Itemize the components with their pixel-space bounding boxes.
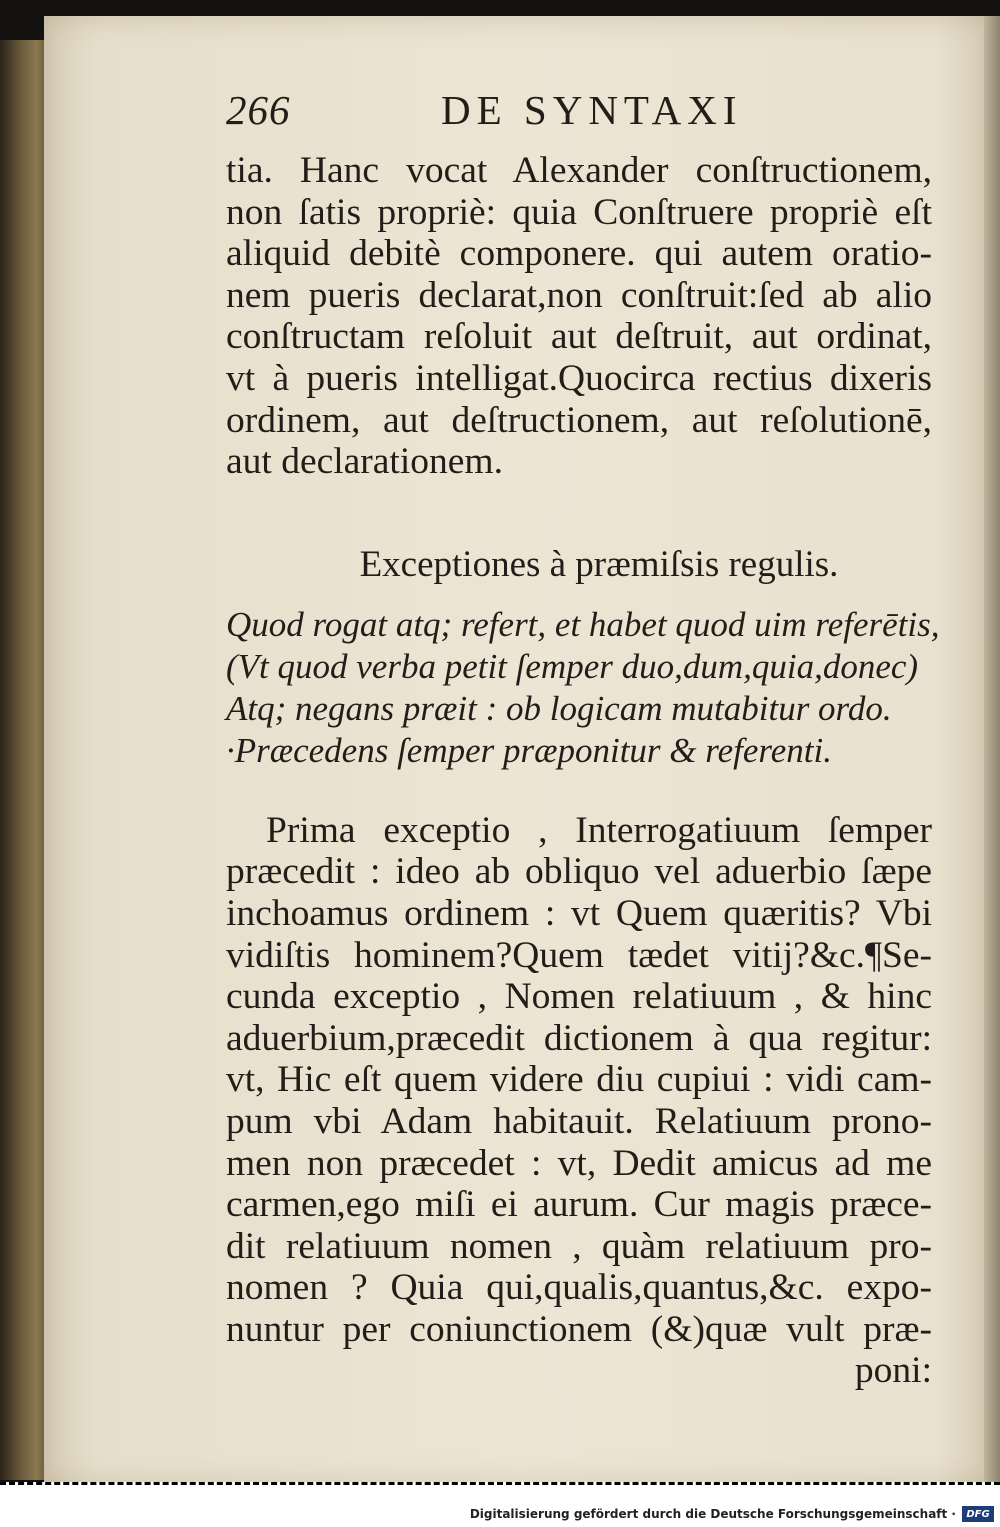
text-line: non ſatis propriè: quia Conſtruere propriè eſt xyxy=(226,191,932,233)
running-title: DE SYNTAXI xyxy=(441,87,743,133)
section-heading: Exceptiones à præmiſsis regulis. xyxy=(359,543,839,585)
verse-line: ·Præcedens ſemper præponitur & referenti. xyxy=(226,730,832,770)
text-line: cunda exceptio , Nomen relatiuum , & hinc xyxy=(226,976,932,1018)
text-line: pum vbi Adam habitauit. Relatiuum prono- xyxy=(226,1100,932,1142)
text-line: præcedit : ideo ab obliquo vel aduerbio ſæpe xyxy=(226,851,932,893)
text-line: vidiſtis hominem?Quem tædet vitij?&c.¶Se- xyxy=(226,934,932,976)
verse-line: Quod rogat atq; refert, et habet quod uim referētis, xyxy=(226,604,940,644)
paragraph-one xyxy=(226,150,932,483)
text-line: ordinem, aut deſtructionem, aut reſolutionē, xyxy=(226,399,932,441)
page-text xyxy=(226,86,940,1392)
text-line: inchoamus ordinem : vt Quem quæritis? Vbi xyxy=(226,892,932,934)
footer-bar xyxy=(0,1482,1000,1527)
text-line: nem pueris declarat,non conſtruit:ſed ab alio xyxy=(226,274,932,316)
text-line: aduerbium,præcedit dictionem à qua regitur: xyxy=(226,1017,932,1059)
funding-credit: Digitalisierung gefördert durch die Deutsche Forschungsgemeinschaft · xyxy=(469,1507,956,1521)
text-line: vt, Hic eſt quem videre diu cupiui : vidi cam- xyxy=(226,1059,932,1101)
text-line: conſtructam reſoluit aut deſtruit, aut ordinat, xyxy=(226,316,932,358)
page-edge xyxy=(984,16,1000,1486)
text-line: nomen ? Quia qui,qualis,quantus,&c. expo- xyxy=(226,1267,932,1309)
verse-line: Atq; negans præit : ob logicam mutabitur ordo. xyxy=(226,688,892,728)
verse-block xyxy=(226,604,940,772)
page-number: 266 xyxy=(226,87,291,133)
dfg-logo-icon: DFG xyxy=(962,1506,994,1522)
text-line: tia. Hanc vocat Alexander conſtructionem, xyxy=(226,150,932,191)
text-line: Prima exceptio , Interrogatiuum ſemper xyxy=(266,809,932,851)
paragraph-two xyxy=(226,810,932,1392)
text-line: men non præcedet : vt, Dedit amicus ad me xyxy=(226,1142,932,1184)
running-head xyxy=(226,86,932,150)
catchword: poni: xyxy=(854,1350,932,1392)
text-line: carmen,ego miſi ei aurum. Cur magis præce- xyxy=(226,1184,932,1226)
text-line: aliquid debitè componere. qui autem oratio- xyxy=(226,233,932,275)
text-line: aut declarationem. xyxy=(226,441,503,483)
verse-line: (Vt quod verba petit ſemper duo,dum,quia,donec) xyxy=(226,646,919,686)
text-line: vt à pueris intelligat.Quocirca rectius dixeris xyxy=(226,357,932,399)
text-line: dit relatiuum nomen , quàm relatiuum pro- xyxy=(226,1225,932,1267)
text-line: nuntur per coniunctionem (&)quæ vult præ- xyxy=(226,1308,932,1350)
